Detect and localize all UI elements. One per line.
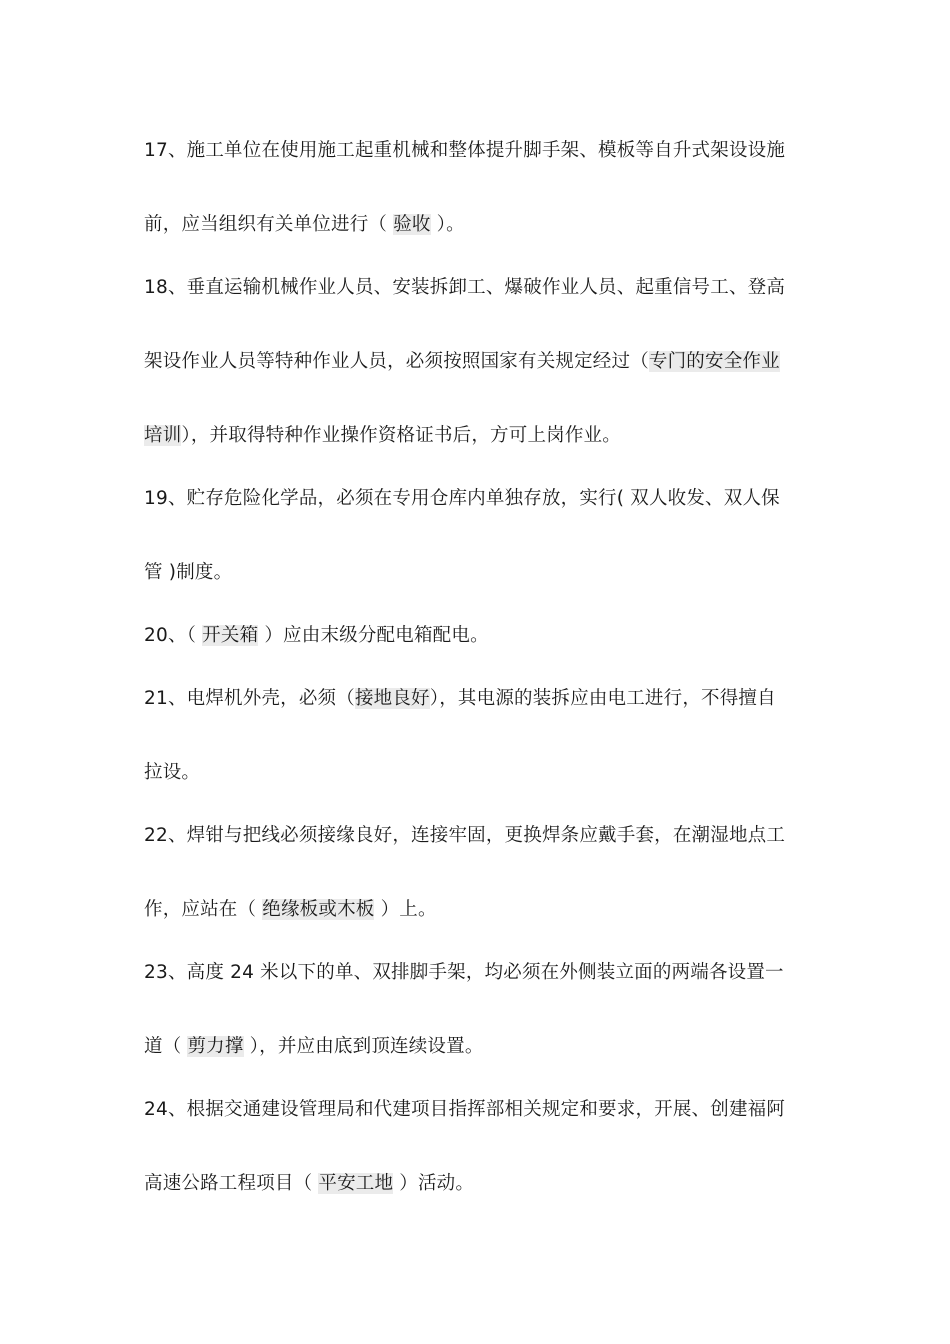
question-24-line-2 <box>144 1170 814 1198</box>
question-22-line-1 <box>144 822 814 850</box>
text-segment: ），其电源的装拆应由电工进行，不得擅自 <box>429 688 776 709</box>
answer-highlight: 平安工地 <box>318 1173 394 1194</box>
question-19-line-2 <box>144 559 814 587</box>
text-segment: 22、焊钳与把线必须接缘良好，连接牢固，更换焊条应戴手套，在潮湿地点工 <box>144 825 786 846</box>
question-18-line-2 <box>144 348 814 376</box>
question-24-line-1 <box>144 1096 814 1124</box>
question-20-line-1 <box>144 622 814 650</box>
text-segment: 23、高度 24 米以下的单、双排脚手架，均必须在外侧装立面的两端各设置一 <box>144 962 784 983</box>
answer-highlight: 验收 <box>393 214 431 235</box>
text-segment: 拉设。 <box>144 762 201 783</box>
question-21-line-1 <box>144 685 814 713</box>
text-segment: 架设作业人员等特种作业人员，必须按照国家有关规定经过（ <box>144 351 649 372</box>
text-segment: 24、根据交通建设管理局和代建项目指挥部相关规定和要求，开展、创建福阿 <box>144 1099 786 1120</box>
text-segment: ）应由末级分配电箱配电。 <box>258 625 489 646</box>
question-17-line-1 <box>144 137 814 165</box>
question-23-line-1 <box>144 959 814 987</box>
question-23-line-2 <box>144 1033 814 1061</box>
text-segment: 17、施工单位在使用施工起重机械和整体提升脚手架、模板等自升式架设设施 <box>144 140 786 161</box>
answer-highlight: 培训 <box>144 425 182 446</box>
text-segment: 前，应当组织有关单位进行（ <box>144 214 394 235</box>
question-18-line-3 <box>144 422 814 450</box>
text-segment: ）活动。 <box>393 1173 475 1194</box>
text-segment: ），并取得特种作业操作资格证书后，方可上岗作业。 <box>181 425 621 446</box>
answer-highlight: 剪力撑 <box>187 1036 244 1057</box>
answer-highlight: 接地良好 <box>354 688 430 709</box>
question-22-line-2 <box>144 896 814 924</box>
text-segment: ），并应由底到顶连续设置。 <box>243 1036 484 1057</box>
text-segment: ）上。 <box>374 899 437 920</box>
question-18-line-1 <box>144 274 814 302</box>
answer-highlight: 开关箱 <box>202 625 259 646</box>
text-segment: 管 )制度。 <box>144 562 233 583</box>
text-segment: ）。 <box>430 214 465 235</box>
text-segment: 作，应站在（ <box>144 899 263 920</box>
text-segment: 21、电焊机外壳，必须（ <box>144 688 355 709</box>
text-segment: 20、（ <box>144 625 203 646</box>
text-segment: 19、贮存危险化学品，必须在专用仓库内单独存放，实行( 双人收发、双人保 <box>144 488 780 509</box>
question-19-line-1 <box>144 485 814 513</box>
answer-highlight: 专门的安全作业 <box>648 351 780 372</box>
text-segment: 18、垂直运输机械作业人员、安装拆卸工、爆破作业人员、起重信号工、登高 <box>144 277 786 298</box>
text-segment: 道（ <box>144 1036 188 1057</box>
question-21-line-2 <box>144 759 814 787</box>
question-17-line-2 <box>144 211 814 239</box>
answer-highlight: 绝缘板或木板 <box>262 899 375 920</box>
text-segment: 高速公路工程项目（ <box>144 1173 319 1194</box>
